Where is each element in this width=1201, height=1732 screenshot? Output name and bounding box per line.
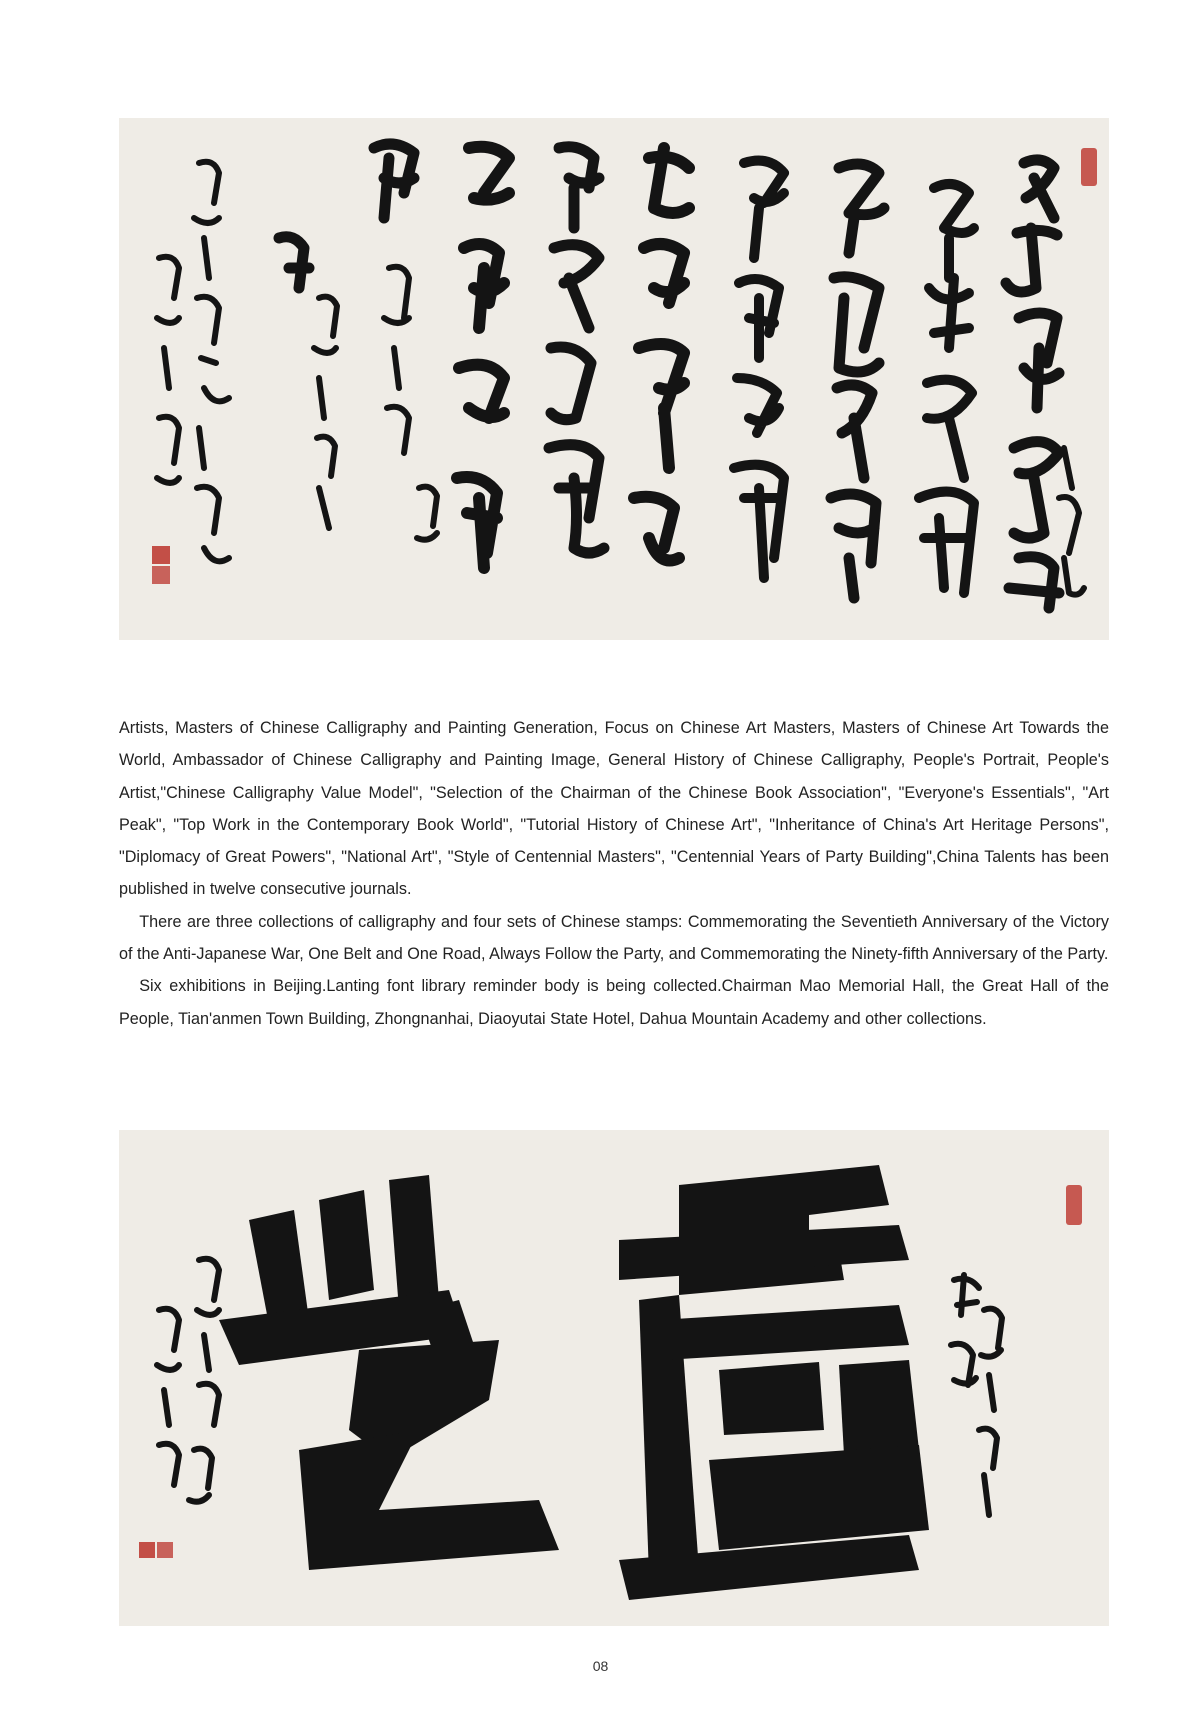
page-number: 08 (592, 1658, 609, 1674)
paragraph-exhibitions: Six exhibitions in Beijing.Lanting font library reminder body is being collected.Chairman Mao Memorial Hall, the Great Hall of the People, Tian'anmen Town Building, Zhongnanhai, Diaoyutai State Hotel, Dahua Mountain Academy and other collections. (119, 977, 1109, 1028)
paragraph-publications: Artists, Masters of Chinese Calligraphy and Painting Generation, Focus on Chinese Art Masters, Masters of Chinese Art Towards the World, Ambassador of Chinese Calligraphy and Painting Image, General History of Chinese Calligraphy, People's Portrait, People's Artist,"Chinese Calligraphy Value Model", "Selection of the Chairman of the Chinese Book Association", "Everyone's Essentials", "Art Peak", "Top Work in the Contemporary Book World", "Tutorial History of Chinese Art", "Inheritance of China's Art Heritage Persons", "Diplomacy of Great Powers", "National Art", "Style of Centennial Masters", "Centennial Years of Party Building",China Talents has been published in twelve consecutive journals. (119, 719, 1109, 899)
body-text (119, 712, 1109, 1035)
calligraphy-artwork-top (119, 118, 1109, 640)
calligraphy-cursive-image (119, 118, 1109, 640)
calligraphy-artwork-bottom (119, 1130, 1109, 1626)
paragraph-collections: There are three collections of calligraphy and four sets of Chinese stamps: Commemorating the Seventieth Anniversary of the Victory of the Anti-Japanese War, One Belt and One Road, Always Follow the Party, and Commemorating the Ninety-fifth Anniversary of the Party. (119, 912, 1109, 964)
calligraphy-bold-image (119, 1130, 1109, 1626)
